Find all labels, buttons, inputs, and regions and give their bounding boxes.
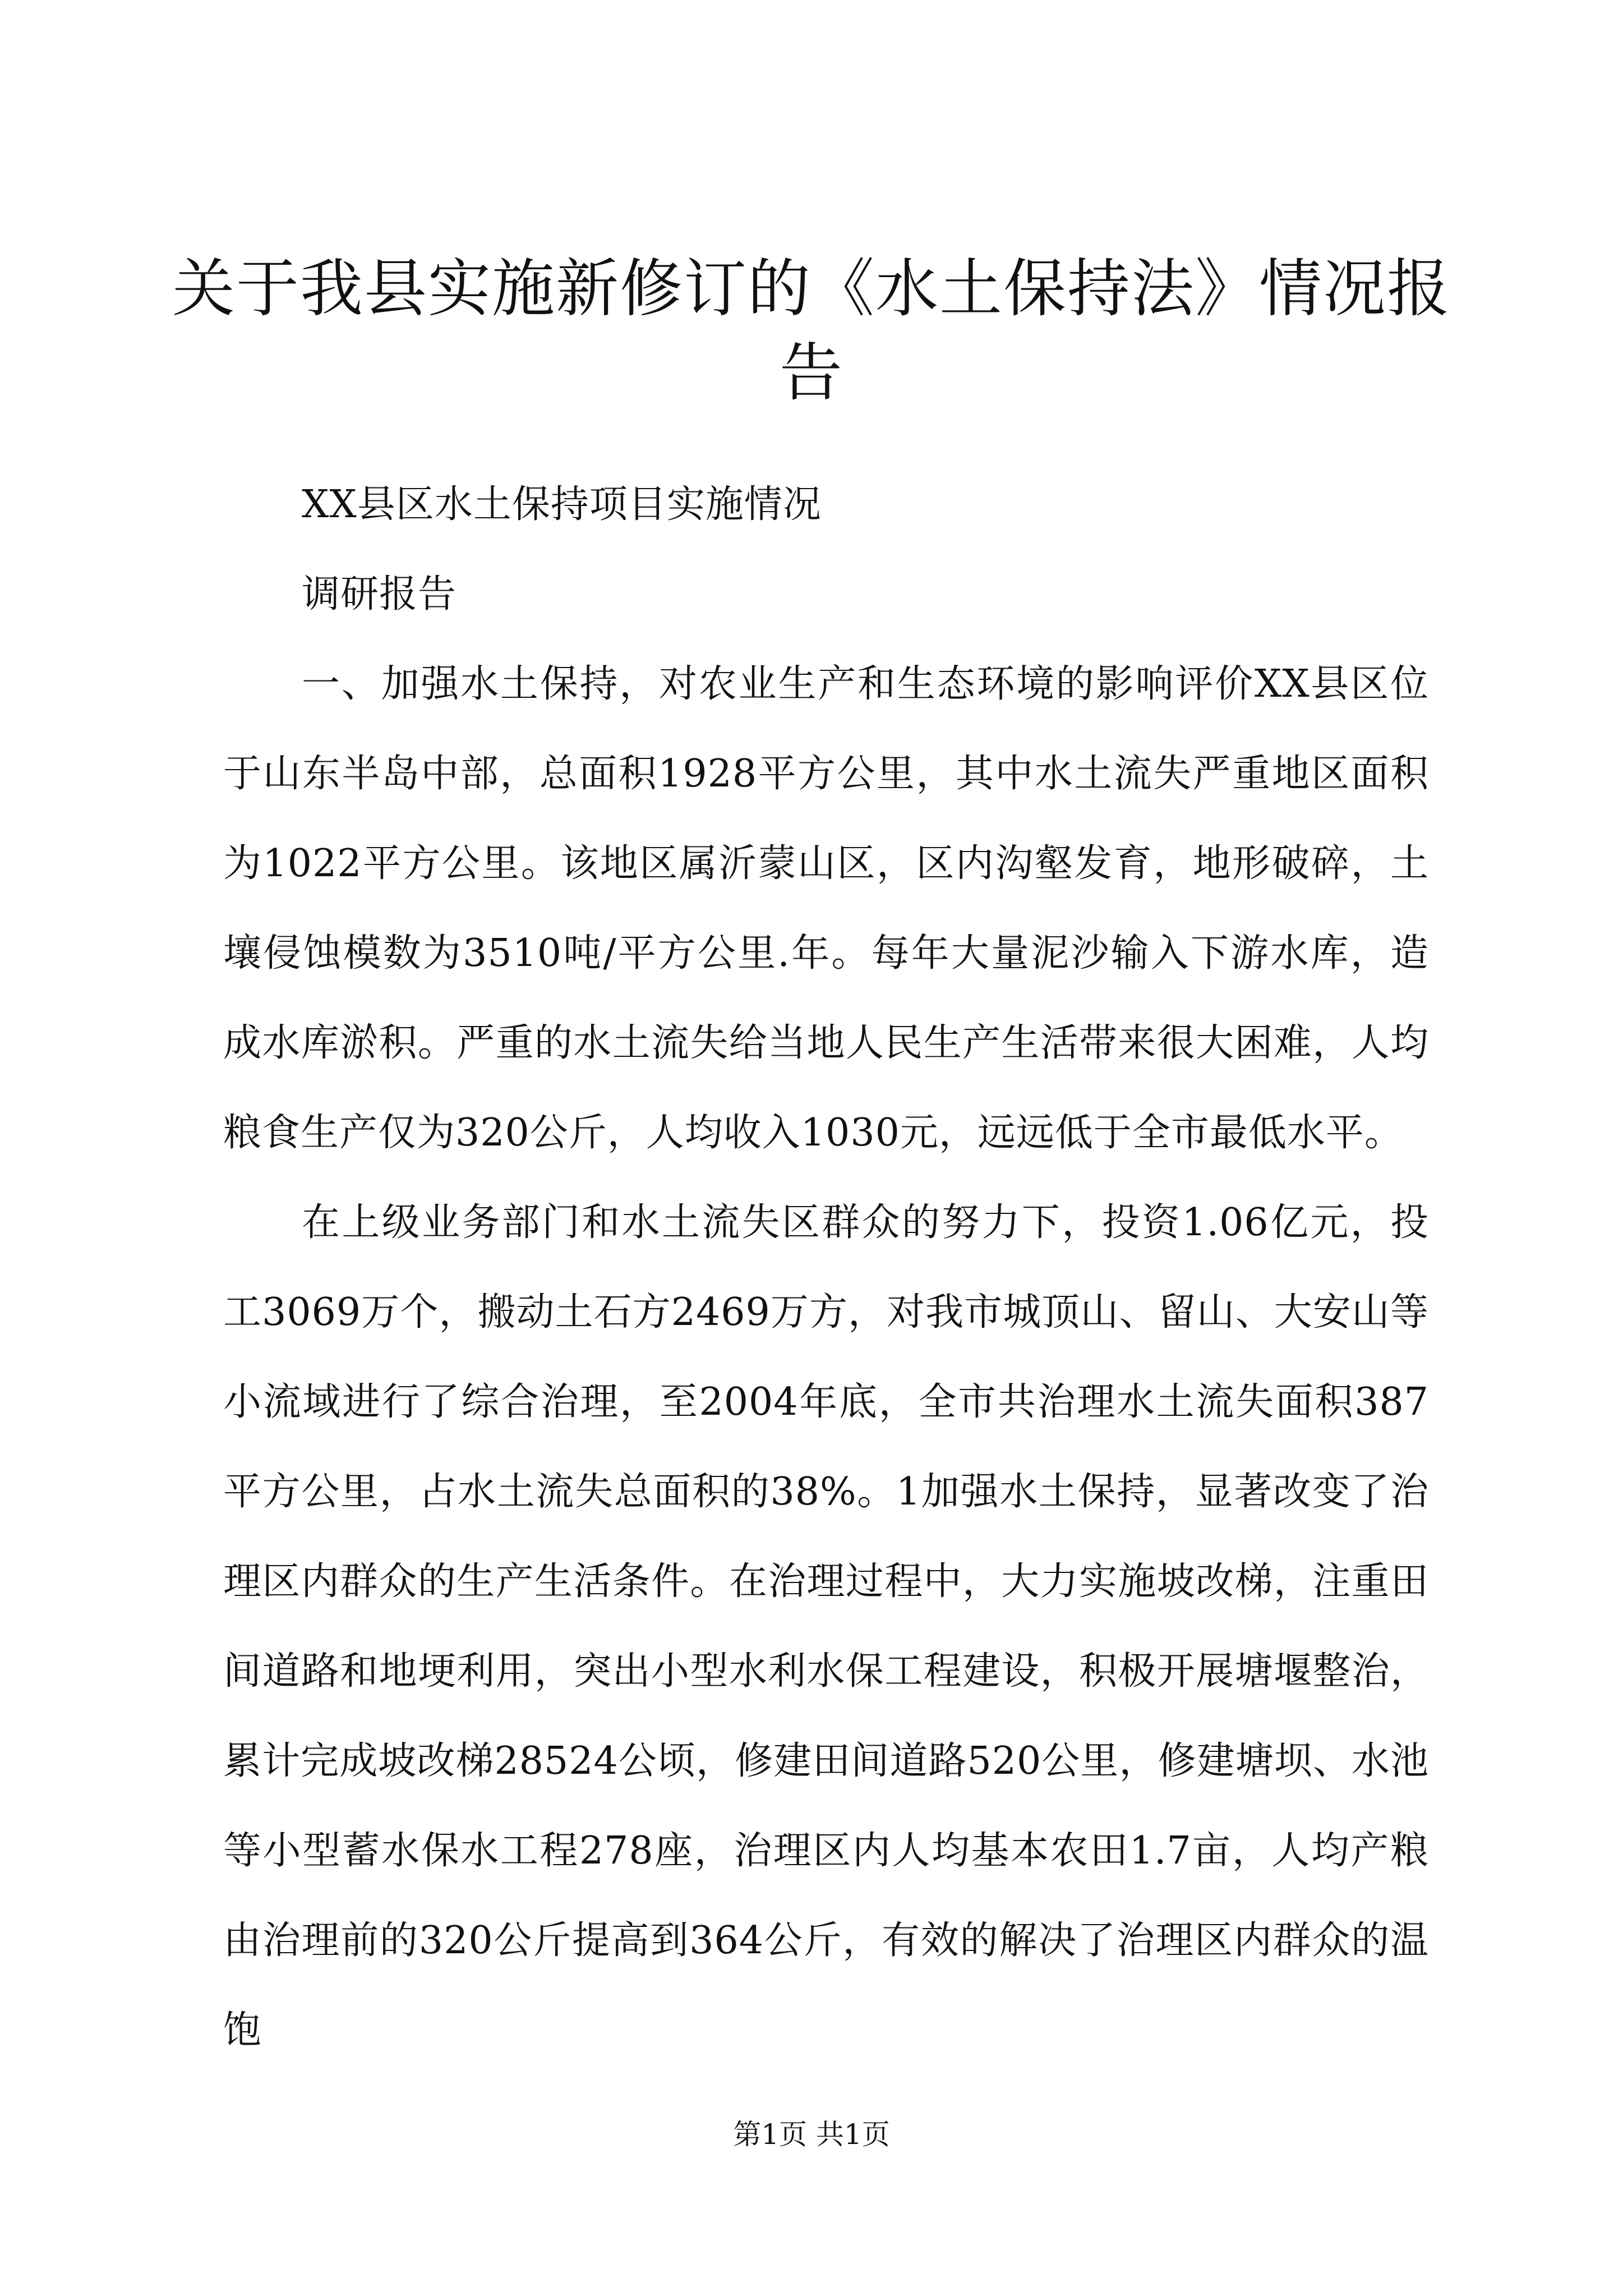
page-footer: 第1页 共1页 [733,2118,890,2151]
document-title: 关于我县实施新修订的《水土保持法》情况报告 [172,252,1451,409]
paragraph-subtitle-line-1: XX县区水土保持项目实施情况 [302,482,822,527]
document-body [223,460,1429,2076]
paragraph-section-one: 一、加强水土保持，对农业生产和生态环境的影响评价XX县区位于山东半岛中部，总面积1928平方公里，其中水土流失严重地区面积为1022平方公里。该地区属沂蒙山区，区内沟壑发育，地形破碎，土壤侵蚀模数为3510吨/平方公里.年。每年大量泥沙输入下游水库，造成水库淤积。严重的水土流失给当地人民生产生活带来很大困难，人均粮食生产仅为320公斤，人均收入1030元，远远低于全市最低水平。 [223,662,1429,1155]
paragraph-subtitle-line-2: 调研报告 [302,572,457,616]
paragraph-achievements: 在上级业务部门和水土流失区群众的努力下，投资1.06亿元，投工3069万个，搬动土石方2469万方，对我市城顶山、留山、大安山等小流域进行了综合治理，至2004年底，全市共治理水土流失面积387平方公里，占水土流失总面积的38%。1加强水土保持，显著改变了治理区内群众的生产生活条件。在治理过程中，大力实施坡改梯，注重田间道路和地埂利用，突出小型水利水保工程建设，积极开展塘堰整治，累计完成坡改梯28524公顷，修建田间道路520公里，修建塘坝、水池等小型蓄水保水工程278座，治理区内人均基本农田1.7亩，人均产粮由治理前的320公斤提高到364公斤，有效的解决了治理区内群众的温饱 [223,1200,1429,2053]
